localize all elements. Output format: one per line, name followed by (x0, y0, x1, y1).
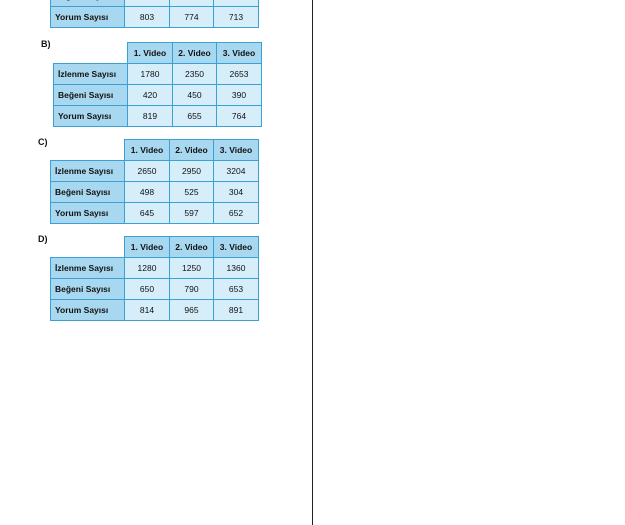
column-header: 1. Video (125, 140, 170, 161)
table-cell: 803 (125, 7, 170, 28)
table-cell: 390 (217, 85, 262, 106)
table-cell: 814 (125, 300, 170, 321)
column-divider (312, 0, 313, 525)
table-cell: 2950 (170, 161, 214, 182)
table-cell: 597 (170, 203, 214, 224)
empty-corner (51, 237, 125, 258)
column-header: 3. Video (214, 237, 259, 258)
table-header-row (51, 237, 259, 258)
row-label: Yorum Sayısı (51, 203, 125, 224)
column-header: 3. Video (214, 140, 259, 161)
row-label: Yorum Sayısı (51, 300, 125, 321)
table-cell: 1780 (128, 64, 173, 85)
row-label: Yorum Sayısı (54, 106, 128, 127)
column-header: 2. Video (170, 140, 214, 161)
table-cell: 2653 (217, 64, 262, 85)
table-cell: 525 (170, 182, 214, 203)
row-label: İzlenme Sayısı (54, 64, 128, 85)
option-label-c: C) (38, 137, 48, 147)
row-label: Yorum Sayısı (51, 7, 125, 28)
option-a-table (50, 0, 259, 28)
table-cell: 1360 (214, 258, 259, 279)
table-cell: 1280 (125, 258, 170, 279)
table-cell: 450 (173, 85, 217, 106)
option-c-table (50, 139, 259, 224)
row-label: Beğeni Sayısı (51, 182, 125, 203)
table-cell: 819 (128, 106, 173, 127)
table-cell: 891 (214, 300, 259, 321)
column-header: 1. Video (128, 43, 173, 64)
empty-corner (51, 140, 125, 161)
table-header-row (51, 140, 259, 161)
table-cell: 655 (173, 106, 217, 127)
table-cell: 764 (217, 106, 262, 127)
table-header-row (54, 43, 262, 64)
table-row (51, 7, 259, 28)
row-label: İzlenme Sayısı (51, 161, 125, 182)
option-label-d: D) (38, 234, 48, 244)
table-row (51, 203, 259, 224)
table-cell: 653 (214, 279, 259, 300)
option-b-table (53, 42, 262, 127)
table-row (54, 85, 262, 106)
option-label-b: B) (41, 39, 51, 49)
table-row (51, 258, 259, 279)
table-cell: 304 (214, 182, 259, 203)
option-d-table (50, 236, 259, 321)
table-cell: 2350 (173, 64, 217, 85)
table-row (51, 182, 259, 203)
row-label: İzlenme Sayısı (51, 258, 125, 279)
table-cell: 3204 (214, 161, 259, 182)
column-header: 2. Video (170, 237, 214, 258)
table-cell: 652 (214, 203, 259, 224)
table-cell: 650 (125, 279, 170, 300)
row-label: Beğeni Sayısı (51, 279, 125, 300)
table-row (51, 279, 259, 300)
table-cell: 774 (170, 7, 214, 28)
table-cell: 965 (170, 300, 214, 321)
table-cell: 498 (125, 182, 170, 203)
table-cell: 713 (214, 7, 259, 28)
table-row (51, 161, 259, 182)
column-header: 2. Video (173, 43, 217, 64)
table-cell: 645 (125, 203, 170, 224)
row-label: Beğeni Sayısı (54, 85, 128, 106)
table-cell: 1250 (170, 258, 214, 279)
column-header: 3. Video (217, 43, 262, 64)
table-row (54, 106, 262, 127)
column-header: 1. Video (125, 237, 170, 258)
table-cell: 420 (128, 85, 173, 106)
table-cell: 2650 (125, 161, 170, 182)
table-row (54, 64, 262, 85)
table-cell: 790 (170, 279, 214, 300)
table-row (51, 300, 259, 321)
empty-corner (54, 43, 128, 64)
